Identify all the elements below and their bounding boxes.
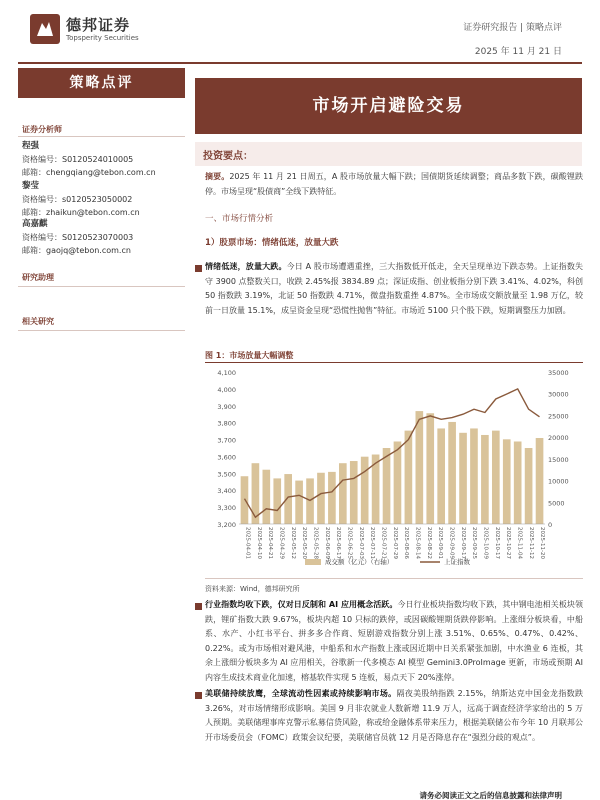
cert-number: S0120523070003 <box>62 233 134 242</box>
x-tick-label: 2025-04-21 <box>267 527 274 559</box>
paragraph-lead: 行业指数均收下跌，仅对日反制和 AI 应用概念活跃。 <box>205 600 398 609</box>
volume-bar <box>241 476 249 524</box>
volume-bar <box>394 441 402 524</box>
x-tick-label: 2025-06-25 <box>346 527 353 559</box>
paragraph-sentiment <box>205 260 583 318</box>
related-heading: 相关研究 <box>22 317 54 326</box>
volume-bar <box>525 448 533 524</box>
figure-rule <box>205 362 583 363</box>
y-left-tick: 3,900 <box>217 402 236 411</box>
x-tick-label: 2025-07-29 <box>391 527 398 559</box>
paragraph-fed <box>205 687 583 745</box>
volume-bar <box>426 413 434 524</box>
volume-bar <box>306 478 314 524</box>
y-left-tick: 3,400 <box>217 487 236 496</box>
x-tick-label: 2025-07-03 <box>357 527 364 559</box>
y-left-tick: 4,000 <box>217 385 236 394</box>
y-right-tick: 30000 <box>548 390 569 399</box>
paragraph-text: 隔夜美股纳指跌 2.15%，纳斯达克中国金龙指数跌 3.26%，对市场情绪形成影响。美国 9 月非农就业人数新增 11.9 万人，远高于调查经济学家给出的 5 万人预期。美联储理事库克警示私募信贷风险，称或给金融体系带来压力，根据美联储公布今年 10 月联邦公开市场委员会（FOMC）政策会议纪要，美联储官员就 12 月是否降息存在“强烈分歧的观点”。 <box>205 689 583 742</box>
volume-bar <box>459 433 467 524</box>
x-tick-label: 2025-11-04 <box>516 527 523 559</box>
report-category: 策略点评 <box>18 68 185 98</box>
legend-swatch-volume <box>305 559 321 565</box>
volume-bar <box>503 439 511 524</box>
bullet-marker <box>195 265 202 272</box>
figure-source: 资料来源：Wind，德邦研究所 <box>205 585 300 593</box>
report-type: 证券研究报告 | 策略点评 <box>463 23 562 33</box>
volume-bar <box>536 438 544 524</box>
volume-bar <box>339 463 347 524</box>
summary-label: 摘要。 <box>205 172 230 181</box>
x-tick-label: 2025-10-17 <box>493 527 500 559</box>
legend-label-index: 上证指数 <box>444 558 470 566</box>
x-tick-label: 2025-09-09 <box>448 527 455 559</box>
x-tick-label: 2025-08-22 <box>425 527 432 559</box>
x-tick-label: 2025-07-21 <box>380 527 387 559</box>
x-tick-label: 2025-10-09 <box>482 527 489 559</box>
bullet-marker <box>195 692 202 699</box>
volume-bar <box>273 478 281 524</box>
cert-number: s0120523050002 <box>62 195 133 204</box>
header-divider <box>18 62 582 64</box>
volume-bar <box>481 435 489 524</box>
paragraph-text: 今日行业板块指数均收下跌，其中钢电池相关板块领跌，锂矿指数大跌 9.67%，板块内超 10 只标的跌停，或因碳酸锂期货跌停影响。上涨细分板块看，中船系、水产、小红书平台、拼多多合作商、短剧游戏指数分别上涨 3.51%、0.65%、0.47%、0.42%、0.22%。或为市场相对避风港，中船系和水产指数上涨或因近期中日关系紧张加剧，中水渔业 6 连板，其余上涨细分板块多为 AI 应用相关，谷歌新一代多模态 AI 模型 Gemini3.0ProImage 更新，市场或预期 AI 内容生成技术商业化加速，榕基软件实现 5 连板，易点天下 20%涨停。 <box>205 600 583 682</box>
footer-disclaimer: 请务必阅读正文之后的信息披露和法律声明 <box>419 791 562 800</box>
paragraph-industry <box>205 598 583 685</box>
y-left-tick: 4,100 <box>217 369 236 377</box>
volume-bar <box>284 474 292 524</box>
analyst-email[interactable]: chengqiang@tebon.com.cn <box>46 168 156 177</box>
x-tick-label: 2025-09-25 <box>471 527 478 559</box>
cert-label: 资格编号： <box>22 233 62 242</box>
volume-bar <box>295 481 303 524</box>
y-right-tick: 5000 <box>548 499 565 508</box>
volume-bar <box>262 470 270 524</box>
x-tick-label: 2025-04-10 <box>255 527 262 559</box>
x-tick-label: 2025-11-20 <box>539 527 546 559</box>
volume-bar <box>470 428 478 524</box>
y-right-tick: 25000 <box>548 412 569 421</box>
analyst-3 <box>22 218 133 257</box>
x-tick-label: 2025-04-01 <box>244 527 251 559</box>
summary-text: 2025 年 11 月 21 日周五，A 股市场放量大幅下跌；国债期货延续调整；商品多数下跌，碳酸锂跌停。市场呈现“股债商”全线下跌特征。 <box>205 172 583 196</box>
report-title: 市场开启避险交易 <box>195 78 582 134</box>
y-left-tick: 3,700 <box>217 436 236 445</box>
y-right-tick: 10000 <box>548 477 569 486</box>
points-bar <box>195 142 582 166</box>
y-right-tick: 35000 <box>548 369 569 377</box>
subsection-heading: 1）股票市场：情绪低迷，放量大跌 <box>205 238 339 248</box>
volume-bar <box>383 448 391 524</box>
x-tick-label: 2025-10-27 <box>505 527 512 559</box>
y-left-tick: 3,800 <box>217 419 236 428</box>
x-tick-label: 2025-11-12 <box>527 527 534 559</box>
volume-bar <box>448 422 456 524</box>
y-left-tick: 3,500 <box>217 470 236 479</box>
brand-name: 德邦证券 <box>66 16 131 34</box>
analyst-2 <box>22 180 140 219</box>
y-left-tick: 3,200 <box>217 521 236 529</box>
x-tick-label: 2025-08-14 <box>414 527 421 559</box>
paragraph-lead: 情绪低迷，放量大跌。 <box>205 262 287 271</box>
x-tick-label: 2025-04-29 <box>278 527 285 559</box>
summary-paragraph <box>205 170 583 199</box>
x-tick-label: 2025-05-12 <box>289 527 296 559</box>
analyst-email[interactable]: zhaikun@tebon.com.cn <box>46 208 140 217</box>
analyst-name: 程强 <box>22 141 40 151</box>
paragraph-text: 今日 A 股市场遭遇重挫，三大指数低开低走，全天呈现单边下跌态势。上证指数失守 3900 点整数关口，收跌 2.45%报 3834.89 点；深证成指、创业板指分别下跌 3.41%、4.02%，科创 50 指数跌 3.19%，北证 50 指数跌 4.71%，微盘指数重挫 4.87%。全市场成交额放量至 1.98 万亿，较前一日放量 15.1%，成呈资金呈现“恐慌性抛售”特征。市场近 5100 只个股下跌，短期调整压力加剧。 <box>205 262 584 315</box>
report-date: 2025 年 11 月 21 日 <box>474 47 562 57</box>
volume-bar <box>361 457 369 524</box>
y-right-tick: 20000 <box>548 434 569 443</box>
brand-logo <box>30 14 60 44</box>
analyst-email[interactable]: gaojq@tebon.com.cn <box>46 246 131 255</box>
bullet-marker <box>195 603 202 610</box>
volume-bar <box>514 441 522 524</box>
section-heading: 一、市场行情分析 <box>205 214 274 224</box>
email-label: 邮箱： <box>22 208 46 217</box>
volume-bar <box>437 428 445 524</box>
volume-bar <box>415 411 423 524</box>
chart-canvas <box>205 366 583 574</box>
analyst-name: 高嘉麒 <box>22 219 48 229</box>
y-left-tick: 3,600 <box>217 453 236 462</box>
x-tick-label: 2025-05-20 <box>301 527 308 559</box>
analyst-1 <box>22 140 156 179</box>
market-chart <box>205 366 583 574</box>
x-tick-label: 2025-07-11 <box>369 527 376 559</box>
brand-name-en: Topsperity Securities <box>66 34 139 42</box>
email-label: 邮箱： <box>22 168 46 177</box>
legend-label-volume: 成交额（亿元）（右轴） <box>325 558 394 566</box>
volume-bar <box>492 431 500 524</box>
x-tick-label: 2025-09-17 <box>459 527 466 559</box>
figure-caption: 图 1：市场放量大幅调整 <box>205 351 294 360</box>
volume-bar <box>405 431 413 524</box>
volume-bar <box>350 461 358 524</box>
sidebar-divider <box>18 330 185 331</box>
x-tick-label: 2025-08-06 <box>403 527 410 559</box>
volume-bar <box>328 472 336 524</box>
cert-label: 资格编号： <box>22 195 62 204</box>
volume-bar <box>317 473 325 524</box>
y-left-tick: 3,300 <box>217 504 236 513</box>
x-tick-label: 2025-05-28 <box>312 527 319 559</box>
paragraph-lead: 美联储持续放鹰，全球流动性因素或持续影响市场。 <box>205 689 397 698</box>
points-heading: 投资要点： <box>203 151 253 162</box>
analysts-heading: 证券分析师 <box>22 125 62 134</box>
y-right-tick: 0 <box>548 521 553 529</box>
x-tick-label: 2025-06-09 <box>323 527 330 559</box>
sidebar-divider <box>18 136 185 137</box>
y-right-tick: 15000 <box>548 455 569 464</box>
figure-rule <box>205 578 583 579</box>
sidebar-divider <box>18 286 185 287</box>
x-tick-label: 2025-06-17 <box>335 527 342 559</box>
cert-label: 资格编号： <box>22 155 62 164</box>
x-tick-label: 2025-09-01 <box>437 527 444 559</box>
analyst-name: 黎莹 <box>22 181 40 191</box>
cert-number: S0120524010005 <box>62 155 134 164</box>
assistant-heading: 研究助理 <box>22 273 54 282</box>
email-label: 邮箱： <box>22 246 46 255</box>
